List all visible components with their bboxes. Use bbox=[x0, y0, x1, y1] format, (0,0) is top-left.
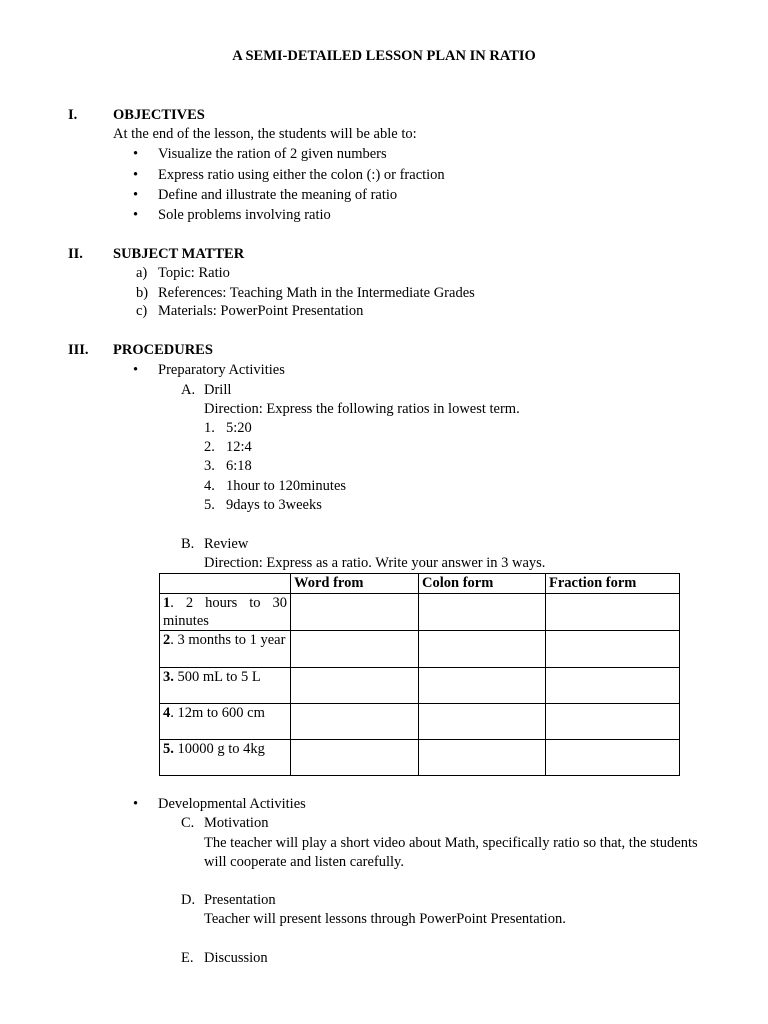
section-heading-procedures: PROCEDURES bbox=[113, 342, 213, 358]
review-label: Review bbox=[204, 536, 249, 552]
drill-item: 12:4 bbox=[226, 439, 252, 455]
row-separator: . bbox=[170, 632, 174, 648]
section-numeral-subject-matter: II. bbox=[68, 246, 83, 262]
motivation-label: Motivation bbox=[204, 815, 269, 831]
objective-item: • Define and illustrate the meaning of ratio bbox=[158, 186, 397, 204]
developmental-activities: • Developmental Activities bbox=[158, 795, 306, 813]
section-numeral-objectives: I. bbox=[68, 107, 78, 123]
drill-item-number: 2. bbox=[204, 439, 215, 455]
row-number: 2 bbox=[163, 632, 171, 648]
discussion-label: Discussion bbox=[204, 950, 268, 966]
table-header-cell: Fraction form bbox=[546, 574, 680, 594]
table-cell-fraction-form bbox=[546, 740, 680, 776]
subject-item-topic: Topic: Ratio bbox=[158, 265, 230, 281]
table-cell-word-form bbox=[291, 704, 419, 740]
motivation-text-line: will cooperate and listen carefully. bbox=[204, 854, 404, 870]
drill-item-number: 1. bbox=[204, 420, 215, 436]
objectives-intro: At the end of the lesson, the students will be able to: bbox=[113, 126, 417, 142]
row-text: 500 mL to 5 L bbox=[173, 669, 261, 685]
row-number: 5. bbox=[163, 741, 174, 757]
motivation-text-line: The teacher will play a short video about Math, specifically ratio so that, the students bbox=[204, 835, 698, 851]
drill-item-number: 3. bbox=[204, 458, 215, 474]
drill-item-number: 5. bbox=[204, 497, 215, 513]
table-cell-item bbox=[160, 631, 291, 668]
objective-item: • Visualize the ration of 2 given numbers bbox=[158, 145, 387, 163]
drill-item: 6:18 bbox=[226, 458, 252, 474]
drill-item: 9days to 3weeks bbox=[226, 497, 322, 513]
section-numeral-procedures: III. bbox=[68, 342, 89, 358]
table-cell-item bbox=[160, 594, 291, 631]
row-separator: . bbox=[170, 705, 174, 721]
table-cell-word-form bbox=[291, 594, 419, 631]
table-header-cell: Colon form bbox=[419, 574, 546, 594]
table-cell-fraction-form bbox=[546, 594, 680, 631]
presentation-text: Teacher will present lessons through PowerPoint Presentation. bbox=[204, 911, 566, 927]
table-cell-colon-form bbox=[419, 704, 546, 740]
row-number: 4 bbox=[163, 705, 171, 721]
drill-direction: Direction: Express the following ratios in lowest term. bbox=[204, 401, 520, 417]
subject-item-marker: b) bbox=[136, 285, 149, 301]
presentation-marker: D. bbox=[181, 892, 196, 908]
drill-item-number: 4. bbox=[204, 478, 215, 494]
page-title: A SEMI-DETAILED LESSON PLAN IN RATIO bbox=[232, 48, 536, 64]
table-cell-colon-form bbox=[419, 594, 546, 631]
row-number: 3. bbox=[163, 669, 174, 685]
table-header-cell: Word from bbox=[291, 574, 419, 594]
table-cell-word-form bbox=[291, 668, 419, 704]
preparatory-activities: • Preparatory Activities bbox=[158, 361, 285, 379]
subject-item-materials: Materials: PowerPoint Presentation bbox=[158, 303, 364, 319]
section-heading-objectives: OBJECTIVES bbox=[113, 107, 205, 123]
motivation-marker: C. bbox=[181, 815, 195, 831]
subject-item-marker: c) bbox=[136, 303, 148, 319]
presentation-label: Presentation bbox=[204, 892, 276, 908]
table-cell-fraction-form bbox=[546, 704, 680, 740]
drill-label: Drill bbox=[204, 382, 232, 398]
drill-item: 1hour to 120minutes bbox=[226, 478, 347, 494]
row-text: 10000 g to 4kg bbox=[173, 741, 265, 757]
drill-marker: A. bbox=[181, 382, 196, 398]
objective-item: • Sole problems involving ratio bbox=[158, 206, 331, 224]
discussion-marker: E. bbox=[181, 950, 194, 966]
drill-item: 5:20 bbox=[226, 420, 252, 436]
review-direction: Direction: Express as a ratio. Write your answer in 3 ways. bbox=[204, 555, 546, 571]
table-cell-word-form bbox=[291, 631, 419, 668]
table-header-row bbox=[160, 574, 680, 594]
table-header-cell bbox=[160, 574, 291, 594]
table-cell-colon-form bbox=[419, 740, 546, 776]
table-cell-colon-form bbox=[419, 631, 546, 668]
table-cell-item bbox=[160, 704, 291, 740]
table-row bbox=[160, 594, 680, 631]
objective-item: • Express ratio using either the colon (:) or fraction bbox=[158, 166, 445, 184]
table-cell-fraction-form bbox=[546, 631, 680, 668]
row-separator: . bbox=[170, 595, 174, 611]
table-row bbox=[160, 631, 680, 668]
row-text: 2 hours to 30 minutes bbox=[163, 595, 287, 629]
section-heading-subject-matter: SUBJECT MATTER bbox=[113, 246, 245, 262]
table-cell-colon-form bbox=[419, 668, 546, 704]
subject-item-references: References: Teaching Math in the Intermediate Grades bbox=[158, 285, 475, 301]
table-cell-word-form bbox=[291, 740, 419, 776]
row-text: 3 months to 1 year bbox=[173, 632, 286, 648]
subject-item-marker: a) bbox=[136, 265, 148, 281]
row-number: 1 bbox=[163, 595, 171, 611]
table-row bbox=[160, 740, 680, 776]
table-cell-item bbox=[160, 740, 291, 776]
table-row bbox=[160, 704, 680, 740]
table-cell-fraction-form bbox=[546, 668, 680, 704]
table-row bbox=[160, 668, 680, 704]
table-cell-item bbox=[160, 668, 291, 704]
review-table bbox=[159, 573, 680, 776]
review-marker: B. bbox=[181, 536, 195, 552]
row-text: 12m to 600 cm bbox=[173, 705, 265, 721]
